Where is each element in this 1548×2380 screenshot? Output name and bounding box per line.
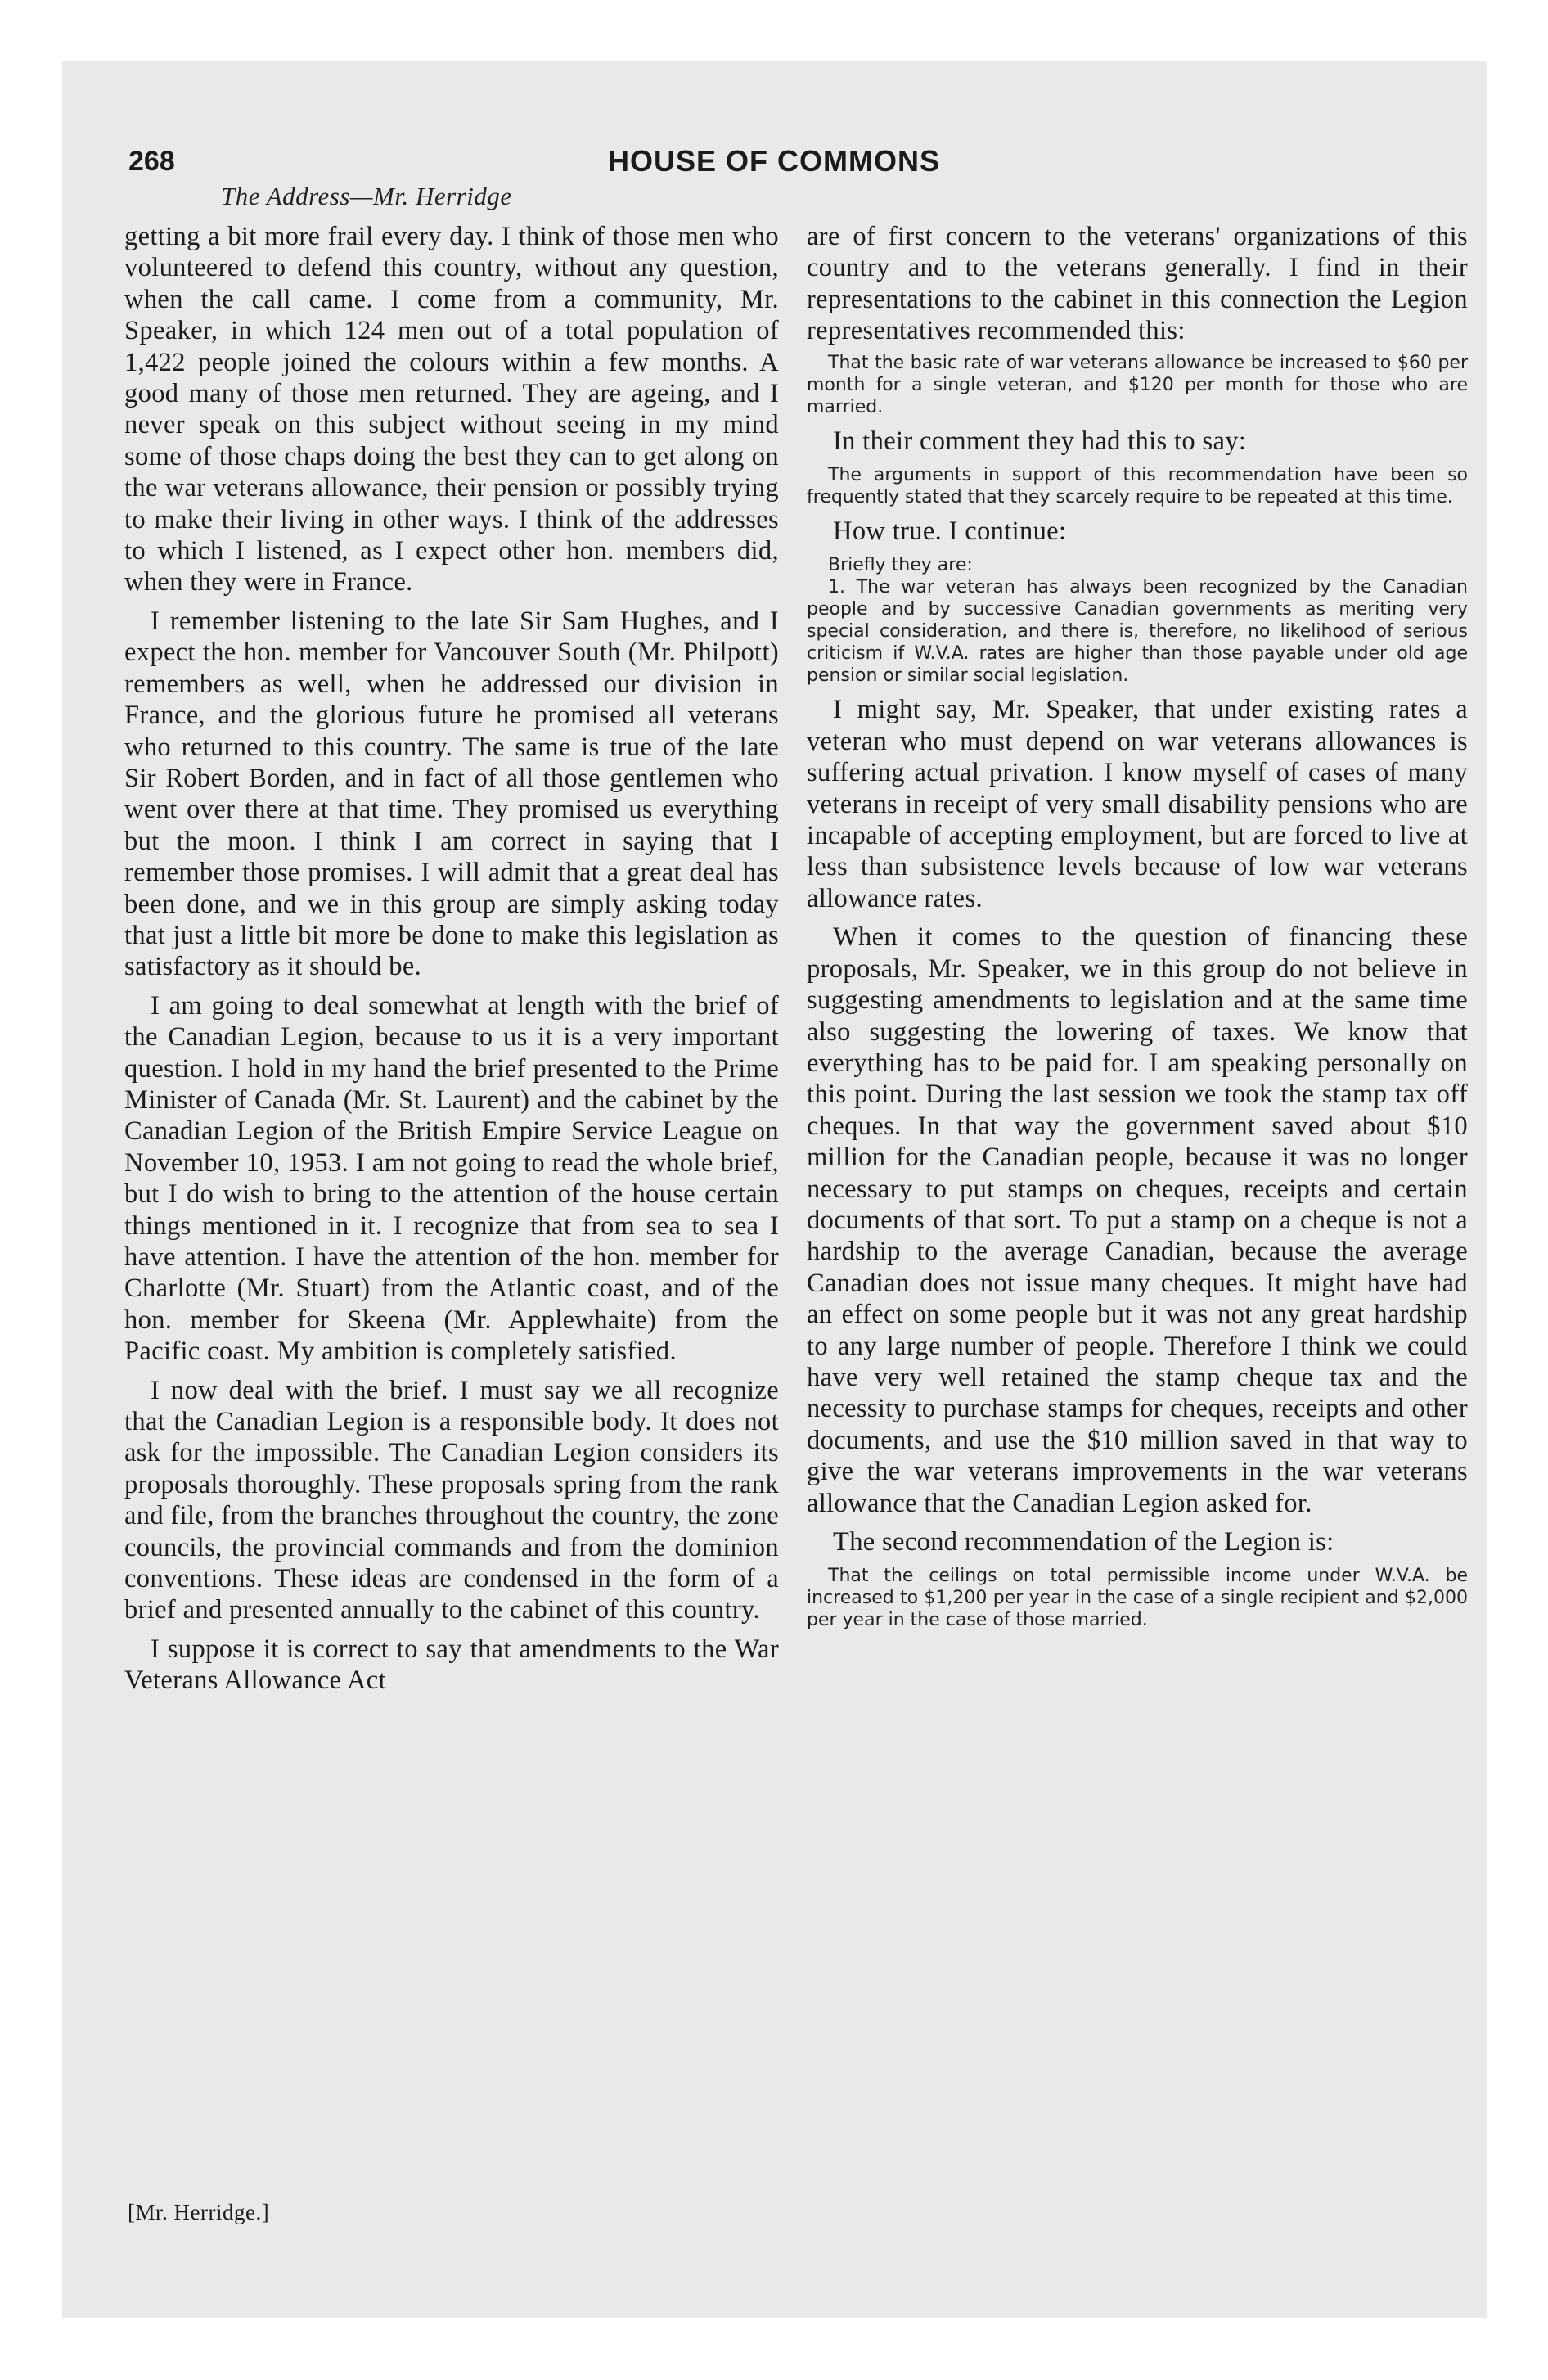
block-quote: That the ceilings on total permissible income under W.V.A. be increased to $1,200 per year in the case of a single recipient and $2,000 per year in the case of those married.: [807, 1566, 1468, 1631]
paragraph: I remember listening to the late Sir Sam Hughes, and I expect the hon. member for Vancouver South (Mr. Philpott) remembers as well, when he addressed our division in France, and the glorious future he promised all veterans who returned to this country. The same is true of the late Sir Robert Borden, and in fact of all those gentlemen who went over there at that time. They promised us everything but the moon. I think I am correct in saying that I remember those promises. I will admit that a great deal has been done, and we in this group are simply asking today that just a little bit more be done to make this legislation as satisfactory as it should be.: [124, 606, 779, 982]
speaker-footer: [Mr. Herridge.]: [128, 2200, 270, 2224]
paragraph: I now deal with the brief. I must say we all recognize that the Canadian Legion is a responsible body. It does not ask for the impossible. The Canadian Legion considers its proposals thoroughly. These proposals spring from the rank and file, from the branches throughout the country, the zone councils, the provincial commands and from the dominion conventions. These ideas are condensed in the form of a brief and presented annually to the cabinet of this country.: [124, 1375, 779, 1625]
paragraph: When it comes to the question of financing these proposals, Mr. Speaker, we in this group do not believe in suggesting amendments to legislation and at the same time also suggesting the lowering of taxes. We know that everything has to be paid for. I am speaking personally on this point. During the last session we took the stamp tax off cheques. In that way the government saved about $10 million for the Canadian people, because it was no longer necessary to put stamps on cheques, receipts and certain documents of that sort. To put a stamp on a cheque is not a hardship to the average Canadian, because the average Canadian does not issue many cheques. It might have had an effect on some people but it was not any great hardship to any large number of people. Therefore I think we could have very well retained the stamp cheque tax and the necessity to purchase stamps for cheques, receipts and other documents, and use the $10 million saved in that way to give the war veterans improvements in the war veterans allowance that the Canadian Legion asked for.: [807, 922, 1468, 1518]
paragraph: The second recommendation of the Legion is:: [833, 1527, 1334, 1557]
speech-subheader: The Address—Mr. Herridge: [221, 182, 512, 210]
running-header: HOUSE OF COMMONS: [607, 144, 940, 178]
paragraph: In their comment they had this to say:: [833, 426, 1247, 456]
right-column: [807, 221, 1468, 1639]
paragraph: are of first concern to the veterans' organizations of this country and to the veterans generally. I find in their representations to the cabinet in this connection the Legion representatives recommended this:: [807, 222, 1468, 346]
paragraph: I suppose it is correct to say that amendments to the War Veterans Allowance Act: [124, 1634, 779, 1696]
paragraph: getting a bit more frail every day. I think of those men who volunteered to defend this country, without any question, when the call came. I come from a community, Mr. Speaker, in which 124 men out of a total population of 1,422 people joined the colours within a few months. A good many of those men returned. They are ageing, and I never speak on this subject without seeing in my mind some of those chaps doing the best they can to get along on the war veterans allowance, their pension or possibly trying to make their living in other ways. I think of the addresses to which I listened, as I expect other hon. members did, when they were in France.: [124, 222, 779, 597]
paragraph: How true. I continue:: [833, 516, 1067, 547]
page-number: 268: [128, 146, 175, 177]
block-quote: The arguments in support of this recommendation have been so frequently stated that they scarcely require to be repeated at this time.: [807, 465, 1468, 508]
block-quote: 1. The war veteran has always been recognized by the Canadian people and by successive Canadian governments as meriting very special consideration, and there is, therefore, no likelihood of serious criticism if W.V.A. rates are higher than those payable under old age pension or similar social legislation.: [807, 577, 1468, 687]
paragraph: I am going to deal somewhat at length with the brief of the Canadian Legion, because to us it is a very important question. I hold in my hand the brief presented to the Prime Minister of Canada (Mr. St. Laurent) and the cabinet by the Canadian Legion of the British Empire Service League on November 10, 1953. I am not going to read the whole brief, but I do wish to bring to the attention of the house certain things mentioned in it. I recognize that from sea to sea I have attention. I have the attention of the hon. member for Charlotte (Mr. Stuart) from the Atlantic coast, and of the hon. member for Skeena (Mr. Applewhaite) from the Pacific coast. My ambition is completely satisfied.: [124, 990, 779, 1367]
paragraph: I might say, Mr. Speaker, that under existing rates a veteran who must depend on war veterans allowances is suffering actual privation. I know myself of cases of many veterans in receipt of very small disability pensions who are incapable of accepting employment, but are forced to live at less than subsistence levels because of low war veterans allowance rates.: [807, 695, 1468, 913]
block-quote: That the basic rate of war veterans allowance be increased to $60 per month for a single veteran, and $120 per month for those who are married.: [807, 352, 1468, 417]
left-column: [124, 221, 779, 1697]
block-quote: Briefly they are:: [828, 555, 973, 576]
